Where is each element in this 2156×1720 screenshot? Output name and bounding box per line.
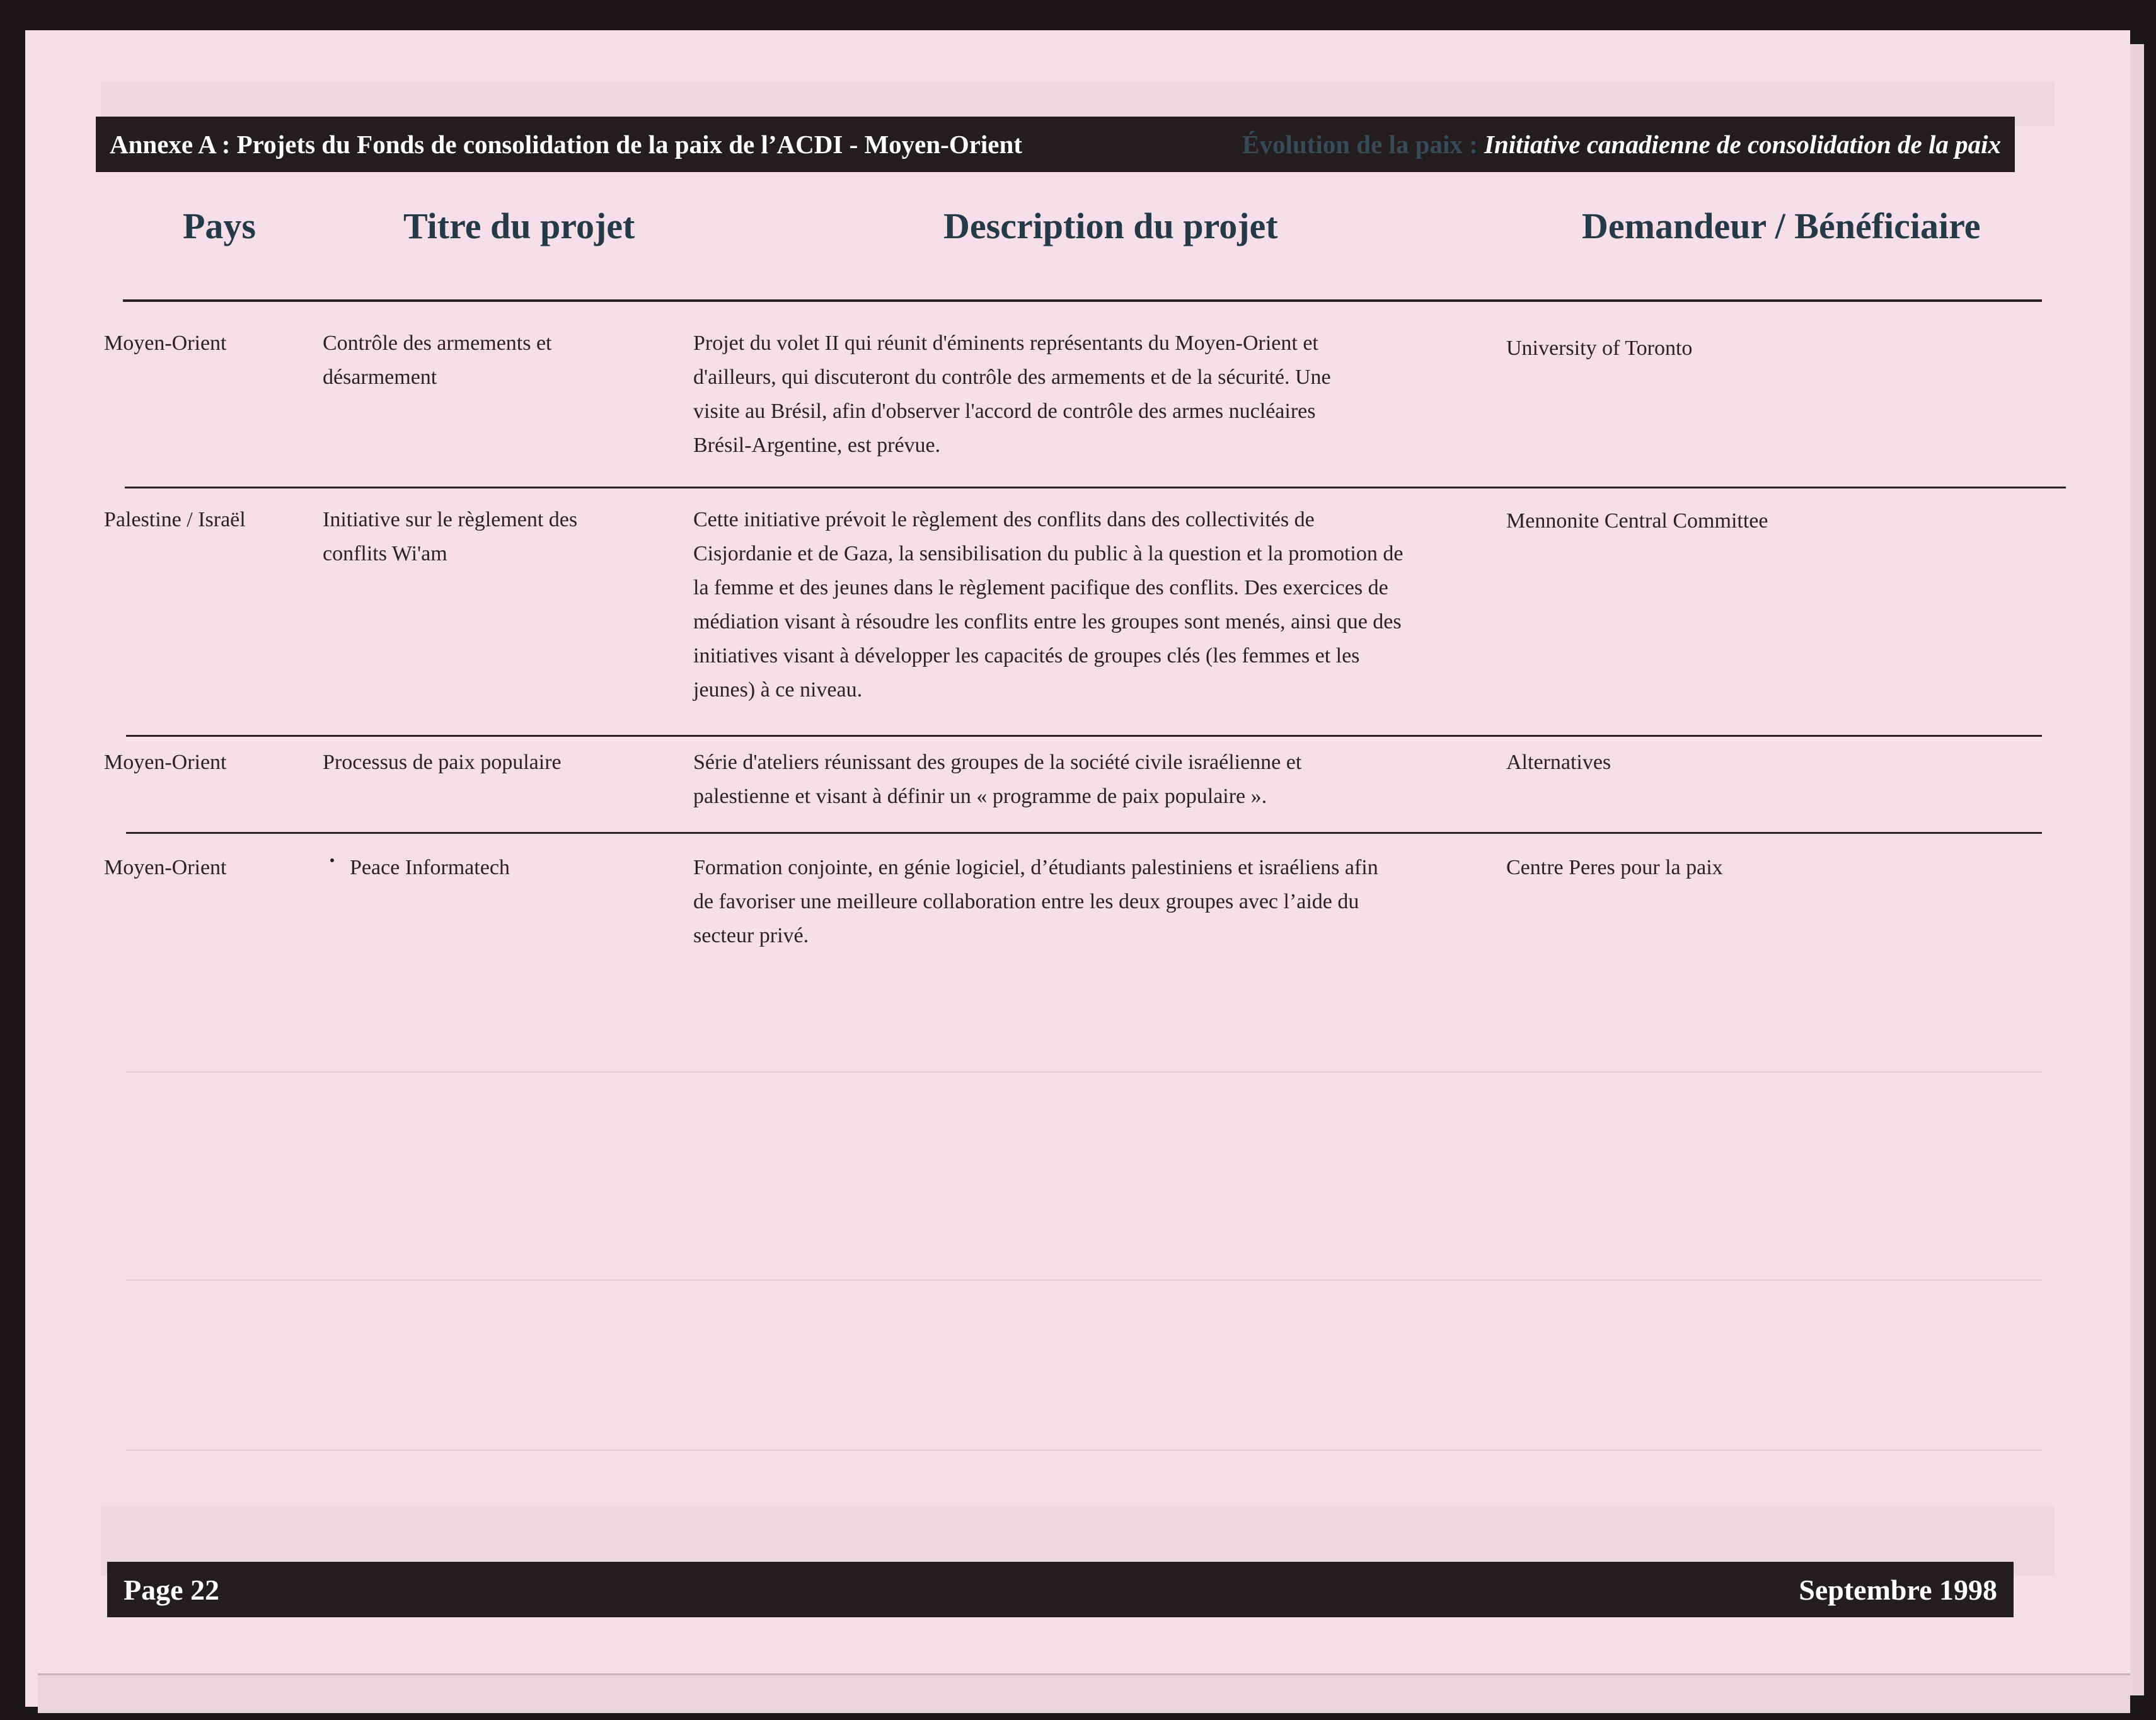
row-1-desc-line: d'ailleurs, qui discuteront du contrôle des armements et de la sécurité. Une <box>693 366 1331 389</box>
row-separator <box>125 487 2066 488</box>
row-2-titre <box>323 503 650 571</box>
row-4-desc-line: de favoriser une meilleure collaboration entre les deux groupes avec l’aide du <box>693 890 1359 913</box>
row-2-demandeur: Mennonite Central Committee <box>1506 509 1768 533</box>
row-1-titre <box>323 326 650 395</box>
row-2-desc-line: jeunes) à ce niveau. <box>693 678 863 701</box>
row-3-desc-line: palestienne et visant à définir un « programme de paix populaire ». <box>693 785 1267 808</box>
show-through-line <box>126 1450 2042 1451</box>
row-1-demandeur: University of Toronto <box>1506 337 1693 360</box>
row-1-description <box>693 326 1513 463</box>
row-3-description <box>693 746 1513 814</box>
column-header-titre: Titre du projet <box>403 205 635 246</box>
show-through-line <box>126 1279 2042 1281</box>
row-1-desc-line: visite au Brésil, afin d'observer l'accord de contrôle des armes nucléaires <box>693 400 1316 423</box>
row-4-description <box>693 851 1513 953</box>
row-2-desc-line: la femme et des jeunes dans le règlement pacifique des conflits. Des exercices de <box>693 576 1388 599</box>
row-4-desc-line: Formation conjointe, en génie logiciel, d’étudiants palestiniens et israéliens afin <box>693 856 1378 879</box>
annex-header-bar <box>96 117 2015 172</box>
row-4-desc-line: secteur privé. <box>693 924 809 947</box>
row-separator <box>126 735 2042 737</box>
column-header-demandeur: Demandeur / Bénéficiaire <box>1582 205 1981 246</box>
show-through-line <box>126 1071 2042 1073</box>
page-number: Page 22 <box>124 1573 220 1606</box>
row-2-titre-line: conflits Wi'am <box>323 542 447 565</box>
row-2-desc-line: Cisjordanie et de Gaza, la sensibilisation du public à la question et la promotion de <box>693 542 1404 565</box>
column-header-description: Description du projet <box>943 205 1278 246</box>
row-2-desc-line: initiatives visant à développer les capacités de groupes clés (les femmes et les <box>693 644 1360 667</box>
row-4-titre <box>350 851 677 885</box>
row-separator <box>126 832 2042 834</box>
publication-series: Évolution de la paix : <box>1242 130 1484 159</box>
publication-title <box>1242 129 2001 159</box>
page-footer-bar <box>107 1562 2014 1617</box>
row-1-pays: Moyen-Orient <box>104 332 227 355</box>
publication-date: Septembre 1998 <box>1799 1573 1997 1606</box>
row-1-titre-line: Contrôle des armements et <box>323 332 552 355</box>
row-4-demandeur: Centre Peres pour la paix <box>1506 856 1723 879</box>
page-edge <box>2130 44 2144 1695</box>
stray-mark <box>330 858 334 862</box>
row-4-pays: Moyen-Orient <box>104 856 227 879</box>
header-rule <box>123 299 2042 302</box>
row-1-desc-line: Projet du volet II qui réunit d'éminents représentants du Moyen-Orient et <box>693 332 1318 355</box>
row-3-titre <box>323 746 650 780</box>
row-3-titre-line: Processus de paix populaire <box>323 751 562 774</box>
row-4-titre-line: Peace Informatech <box>350 856 510 879</box>
row-2-desc-line: Cette initiative prévoit le règlement des conflits dans des collectivités de <box>693 508 1315 531</box>
row-1-desc-line: Brésil-Argentine, est prévue. <box>693 434 941 457</box>
row-3-desc-line: Série d'ateliers réunissant des groupes de la société civile israélienne et <box>693 751 1302 774</box>
page-bottom-strip <box>38 1673 2130 1713</box>
row-2-description <box>693 503 1513 707</box>
annex-title: Annexe A : Projets du Fonds de consolidation de la paix de l’ACDI - Moyen-Orient <box>110 130 1022 159</box>
row-3-pays: Moyen-Orient <box>104 751 227 774</box>
row-2-desc-line: médiation visant à résoudre les conflits entre les groupes sont menés, ainsi que des <box>693 610 1402 633</box>
publication-name: Initiative canadienne de consolidation de la paix <box>1484 130 2001 159</box>
row-3-demandeur: Alternatives <box>1506 751 1611 774</box>
column-header-pays: Pays <box>183 205 256 246</box>
row-2-pays: Palestine / Israël <box>104 508 246 531</box>
row-2-titre-line: Initiative sur le règlement des <box>323 508 578 531</box>
row-1-titre-line: désarmement <box>323 366 437 389</box>
